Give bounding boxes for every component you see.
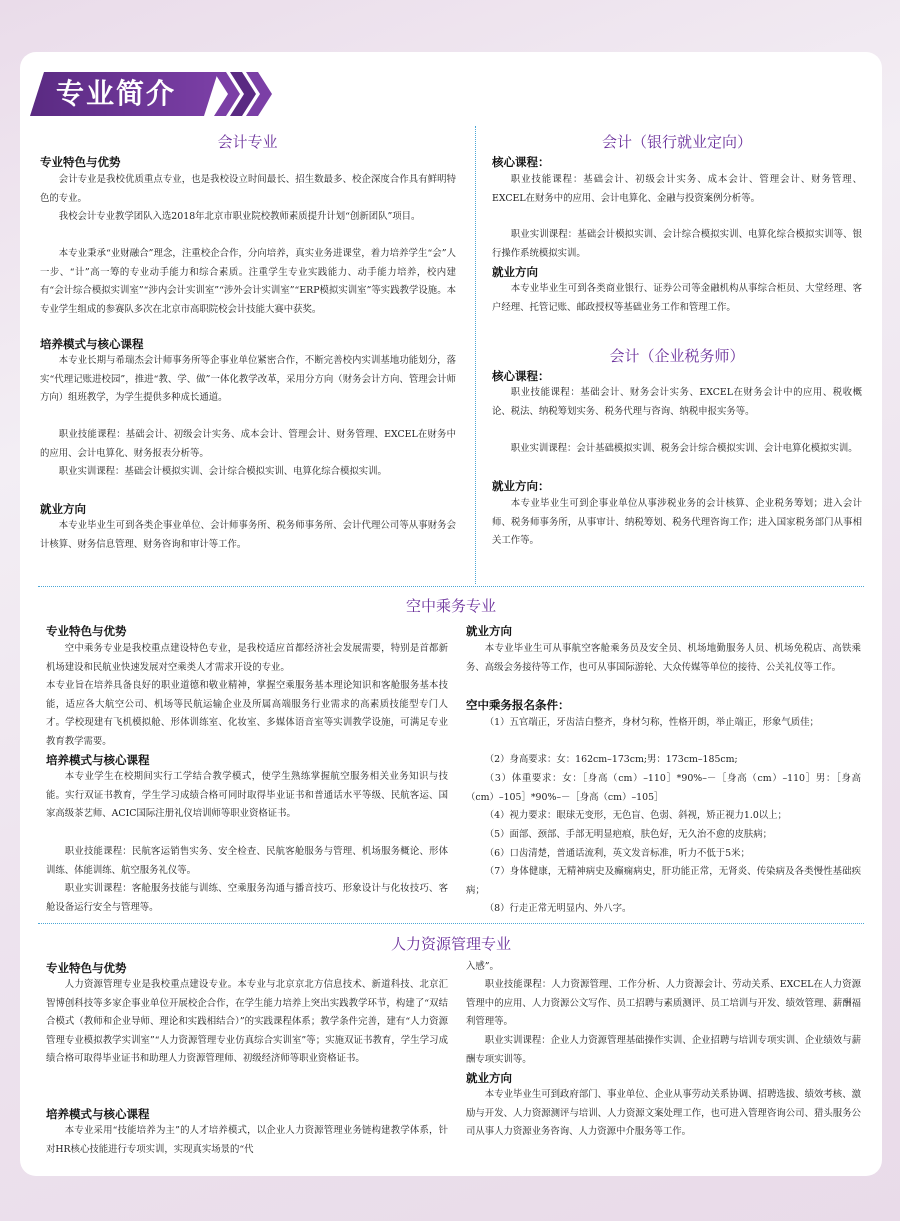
hr-career-p1: 本专业毕业生可到政府部门、事业单位、企业从事劳动关系协调、招聘选拔、绩效考核、激励与开发、人力资源测评与培训、人力资源文案处理工作，也可进入管理咨询公司、猎头服务公司从事人力资源业务咨询、人力资源中介服务等工作。 <box>466 1089 861 1137</box>
flight-career-heading: 就业方向 <box>466 624 512 638</box>
flight-features-heading: 专业特色与优势 <box>46 624 127 638</box>
accounting-features-p3: 本专业秉承“业财融合”理念，注重校企合作，分向培养，真实业务进课堂，着力培养学生“会”人一步、“计”高一筹的专业动手能力和综合素质。注重学生专业实践能力、动手能力培养，校内建有“会计综合模拟实训室”“涉内会计实训室”“涉外会计实训室”“ERP模拟实训室”等实践教学设施。本专业学生组成的参赛队多次在北京市高职院校会计技能大赛中获奖。 <box>40 248 456 315</box>
accounting-tax-core-heading: 核心课程： <box>492 369 550 383</box>
accounting-training-heading: 培养模式与核心课程 <box>40 337 144 351</box>
accounting-features-heading: 专业特色与优势 <box>40 155 121 169</box>
accounting-bank-core-p1: 职业技能课程：基础会计、初级会计实务、成本会计、管理会计、财务管理、EXCEL在财务中的应用、会计电算化、金融与投资案例分析等。 <box>492 174 862 204</box>
accounting-bank-career-heading: 就业方向 <box>492 265 538 279</box>
flight-requirement-1: （1）五官端正，牙齿洁白整齐，身材匀称，性格开朗，举止端正，形象气质佳； <box>484 717 819 728</box>
flight-training-heading: 培养模式与核心课程 <box>46 753 150 767</box>
flight-requirements-heading: 空中乘务报名条件： <box>466 698 570 712</box>
accounting-bank-career-p1: 本专业毕业生可到各类商业银行、证券公司等金融机构从事综合柜员、大堂经理、客户经理、托管记账、邮政授权等基础业务工作和管理工作。 <box>492 283 862 313</box>
hr-training-p3: 职业实训课程：企业人力资源管理基础操作实训、企业招聘与培训专项实训、企业绩效与薪酬专项实训等。 <box>466 1035 861 1065</box>
hr-training-p1: 本专业采用“技能培养为主”的人才培养模式，以企业人力资源管理业务链构建教学体系，针对HR核心技能进行专项实训，实现真实场景的“代 <box>46 1125 448 1155</box>
flight-requirement-2: （2）身高要求：女：162cm–173cm;男：173cm–185cm; <box>484 754 738 765</box>
accounting-title: 会计专业 <box>217 133 278 151</box>
flight-training-p2: 职业技能课程：民航客运销售实务、安全检查、民航客舱服务与管理、机场服务概论、形体训练、体能训练、航空服务礼仪等。 <box>46 846 448 876</box>
hr-training-p1-cont: 入感”。 <box>466 961 499 972</box>
hr-features-heading: 专业特色与优势 <box>46 961 127 975</box>
flight-career-p1: 本专业毕业生可从事航空客舱乘务员及安全员、机场地勤服务人员、机场免税店、高铁乘务、高级会务接待等工作，也可从事国际游轮、大众传媒等单位的接待、公关礼仪等工作。 <box>466 643 861 673</box>
accounting-tax-title: 会计（企业税务师） <box>609 347 745 365</box>
flight-training-p1: 本专业学生在校期间实行工学结合教学模式，使学生熟练掌握航空服务相关业务知识与技能。实行双证书教育，学生学习成绩合格可同时取得毕业证书和普通话水平等级、民航客运、国家高级茶艺师、ACIC国际注册礼仪培训师等职业资格证书。 <box>46 771 448 819</box>
accounting-tax-career-p1: 本专业毕业生可到企事业单位从事涉税业务的会计核算、企业税务筹划；进入会计师、税务师事务所，从事审计、纳税筹划、税务代理咨询工作；进入国家税务部门从事相关工作等。 <box>492 498 862 546</box>
flight-features-p1: 空中乘务专业是我校重点建设特色专业，是我校适应首都经济社会发展需要，特别是首都新机场建设和民航业快速发展对空乘类人才需求开设的专业。 <box>46 643 448 673</box>
flight-title: 空中乘务专业 <box>405 597 496 615</box>
section-divider <box>38 923 864 924</box>
flight-requirement-6: （6）口齿清楚，普通话流利，英文发音标准，听力不低于5米； <box>484 848 750 859</box>
chevron-right-icon <box>214 72 272 116</box>
hr-training-heading: 培养模式与核心课程 <box>46 1107 150 1121</box>
column-divider <box>475 126 476 584</box>
banner-title: 专业简介 <box>56 77 177 110</box>
accounting-tax-core-p1: 职业技能课程：基础会计、财务会计实务、EXCEL在财务会计中的应用、税收概论、税法、纳税筹划实务、税务代理与咨询、纳税申报实务等。 <box>492 387 862 417</box>
flight-requirement-8: （8）行走正常无明显内、外八字。 <box>484 903 632 914</box>
accounting-tax-core-p2: 职业实训课程：会计基础模拟实训、税务会计综合模拟实训、会计电算化模拟实训。 <box>510 443 858 454</box>
section-divider <box>38 586 864 587</box>
flight-requirement-4: （4）视力要求：眼球无变形，无色盲、色弱、斜视，矫正视力1.0以上； <box>484 810 787 821</box>
accounting-training-p1: 本专业长期与希瑞杰会计师事务所等企事业单位紧密合作，不断完善校内实训基地功能划分，落实“代理记账进校园”，推进“教、学、做”一体化教学改革，采用分方向（财务会计方向、管理会计师方向）组班教学，为学生提供多种成长通道。 <box>40 355 456 403</box>
accounting-career-heading: 就业方向 <box>40 502 86 516</box>
accounting-bank-core-p2: 职业实训课程：基础会计模拟实训、会计综合模拟实训、电算化综合模拟实训等、银行操作系统模拟实训。 <box>492 229 862 259</box>
hr-title: 人力资源管理专业 <box>390 935 511 953</box>
flight-requirement-3: （3）体重要求：女：［身高（cm）–110］*90%–－［身高（cm）–110］男：［身高（cm）–105］*90%–－［身高（cm）–105］ <box>466 773 861 803</box>
accounting-tax-career-heading: 就业方向： <box>492 479 550 493</box>
accounting-features-p1: 会计专业是我校优质重点专业，也是我校设立时间最长、招生数最多、校企深度合作具有鲜明特色的专业。 <box>40 174 456 204</box>
accounting-features-p2: 我校会计专业教学团队入选2018年北京市职业院校教师素质提升计划“创新团队”项目。 <box>58 211 421 222</box>
accounting-bank-title: 会计（银行就业定向） <box>601 133 752 151</box>
hr-career-heading: 就业方向 <box>466 1071 512 1085</box>
flight-requirement-7: （7）身体健康，无精神病史及癫痫病史，肝功能正常，无肾炎、传染病及各类慢性基础疾病； <box>466 866 861 896</box>
flight-features-p2: 本专业旨在培养具备良好的职业道德和敬业精神，掌握空乘服务基本理论知识和客舱服务基本技能，适应各大航空公司、机场等民航运输企业及所属高端服务行业需求的高素质技能型专门人才。学校现建有飞机模拟舱、形体训练室、化妆室、多媒体语音室等实训教学设施，可满足专业教育教学需要。 <box>46 680 448 747</box>
flight-requirement-5: （5）面部、颈部、手部无明显疤痕，肤色好，无久治不愈的皮肤病； <box>484 829 773 840</box>
accounting-bank-core-heading: 核心课程： <box>492 155 550 169</box>
flight-training-p3: 职业实训课程：客舱服务技能与训练、空乘服务沟通与播音技巧、形象设计与化妆技巧、客舱设备运行安全与管理等。 <box>46 883 448 913</box>
accounting-career-p1: 本专业毕业生可到各类企事业单位、会计师事务所、税务师事务所、会计代理公司等从事财务会计核算、财务信息管理、财务咨询和审计等工作。 <box>40 520 456 550</box>
accounting-training-p2: 职业技能课程：基础会计、初级会计实务、成本会计、管理会计、财务管理、EXCEL在财务中的应用、会计电算化、财务报表分析等。 <box>40 429 456 459</box>
hr-training-p2: 职业技能课程：人力资源管理、工作分析、人力资源会计、劳动关系、EXCEL在人力资源管理中的应用、人力资源公文写作、员工招聘与素质测评、员工培训与开发、绩效管理、薪酬福利管理等。 <box>466 979 861 1027</box>
accounting-training-p3: 职业实训课程：基础会计模拟实训、会计综合模拟实训、电算化综合模拟实训。 <box>58 466 387 477</box>
hr-features-p1: 人力资源管理专业是我校重点建设专业。本专业与北京京北方信息技术、新道科技、北京汇智博创科技等多家企事业单位开展校企合作，在学生能力培养上突出实践教学环节，构建了“双结合模式（教师和企业导师、理论和实践相结合）”的实践课程体系；教学条件完善，建有“人力资源管理专业模拟教学实训室”“人力资源管理专业仿真综合实训室”等；实施双证书教育，学生学习成绩合格可取得毕业证书和助理人力资源管理师、初级经济师等职业资格证书。 <box>46 979 448 1064</box>
